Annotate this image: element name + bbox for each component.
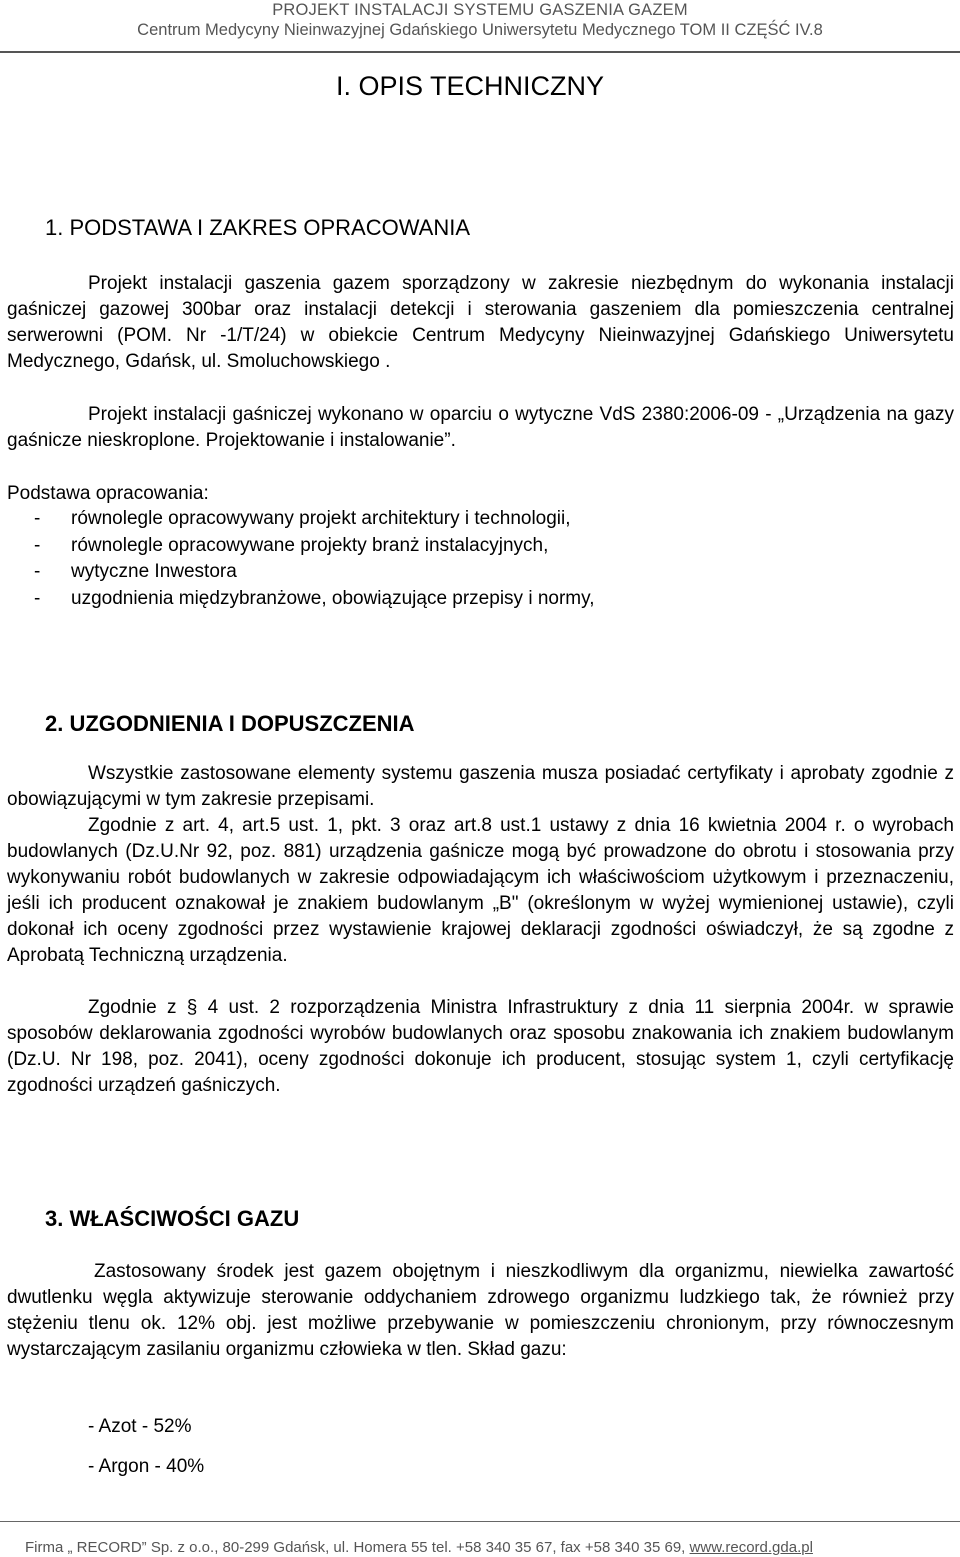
header-subtitle: Centrum Medycyny Nieinwazyjnej Gdańskiego Uniwersytetu Medycznego TOM II CZĘŚĆ IV.8 xyxy=(137,21,823,39)
section-1-heading: 1. PODSTAWA I ZAKRES OPRACOWANIA xyxy=(45,215,470,240)
section-2-paragraph-3: Zgodnie z § 4 ust. 2 rozporządzenia Ministra Infrastruktury z dnia 11 sierpnia 2004r. w sprawie sposobów deklarowania zgodności wyrobów budowlanych oraz sposobu znakowania ich znakiem budowlanym (Dz.U. Nr 198, poz. 2041), oceny zgodności dokonuje ich producent, stosując system 1, czyli certyfikację zgodności urządzeń gaśniczych. xyxy=(7,997,954,1096)
section-3-paragraph-1: Zastosowany środek jest gazem obojętnym i nieszkodliwym dla organizmu, niewielka zawartość dwutlenku węgla aktywizuje sterowanie oddychaniem zdrowego organizmu ludzkiego tak, że również przy stężeniu tlenu ok. 12% obj. jest możliwe przebywanie w pomieszczeniu chronionym, przy równoczesnym wystarczającym zasilaniu organizmu człowieka w tlen. Skład gazu: xyxy=(7,1261,954,1360)
section-2-paragraph-2: Zgodnie z art. 4, art.5 ust. 1, pkt. 3 oraz art.8 ust.1 ustawy z dnia 16 kwietnia 2004 r. o wyrobach budowlanych (Dz.U.Nr 92, poz. 881) urządzenia gaśnicze mogą być prowadzone do obrotu i stosowania przy wykonywaniu robót budowlanych w zakresie odpowiadającym ich właściwościom użytkowym i przeznaczeniu, jeśli ich producent oznakował je znakiem budowlanym „B" (określonym w wyżej wymienionej ustawie), czyli dokonał ich oceny zgodności przez wystawienie krajowej deklaracji zgodności oświadczył, że są zgodne z Aprobatą Techniczną urządzenia. xyxy=(7,815,954,966)
section-2-heading: 2. UZGODNIENIA I DOPUSZCZENIA xyxy=(45,711,415,736)
footer-website-link[interactable]: www.record.gda.pl xyxy=(689,1539,813,1556)
basis-list-item: - uzgodnienia międzybranżowe, obowiązujące przepisy i normy, xyxy=(34,587,595,609)
footer-divider xyxy=(0,1521,960,1522)
section-3-heading: 3. WŁAŚCIWOŚCI GAZU xyxy=(45,1206,300,1231)
basis-label: Podstawa opracowania: xyxy=(7,483,209,504)
header-project-title: PROJEKT INSTALACJI SYSTEMU GASZENIA GAZEM xyxy=(272,1,688,19)
document-title: I. OPIS TECHNICZNY xyxy=(336,71,605,101)
gas-composition-item: - Azot - 52% xyxy=(88,1416,192,1437)
basis-list-item: - wytyczne Inwestora xyxy=(34,561,237,582)
basis-list-item: - równolegle opracowywane projekty branż instalacyjnych, xyxy=(34,534,549,556)
footer-company-info: Firma „ RECORD” Sp. z o.o., 80-299 Gdańsk, ul. Homera 55 tel. +58 340 35 67, fax +58 340 35 69, xyxy=(25,1539,690,1556)
basis-list xyxy=(7,506,594,612)
section-1-paragraph-2: Projekt instalacji gaśniczej wykonano w oparciu o wytyczne VdS 2380:2006-09 - „Urządzenia na gazy gaśnicze nieskroplone. Projektowanie i instalowanie”. xyxy=(7,404,954,451)
gas-composition-item: - Argon - 40% xyxy=(88,1456,205,1477)
basis-list-item: - równolegle opracowywany projekt architektury i technologii, xyxy=(34,508,571,529)
footer xyxy=(25,1538,813,1557)
section-1-paragraph-1: Projekt instalacji gaszenia gazem sporządzony w zakresie niezbędnym do wykonania instalacji gaśniczej gazowej 300bar oraz instalacji detekcji i sterowania gaszeniem dla pomieszczenia centralnej serwerowni (POM. Nr -1/T/24) w obiekcie Centrum Medycyny Nieinwazyjnej Gdańskiego Uniwersytetu Medycznego, Gdańsk, ul. Smoluchowskiego . xyxy=(7,273,954,372)
section-2-paragraph-1: Wszystkie zastosowane elementy systemu gaszenia musza posiadać certyfikaty i aprobaty zgodnie z obowiązującymi w tym zakresie przepisami. xyxy=(7,763,954,810)
header-divider xyxy=(0,51,960,53)
